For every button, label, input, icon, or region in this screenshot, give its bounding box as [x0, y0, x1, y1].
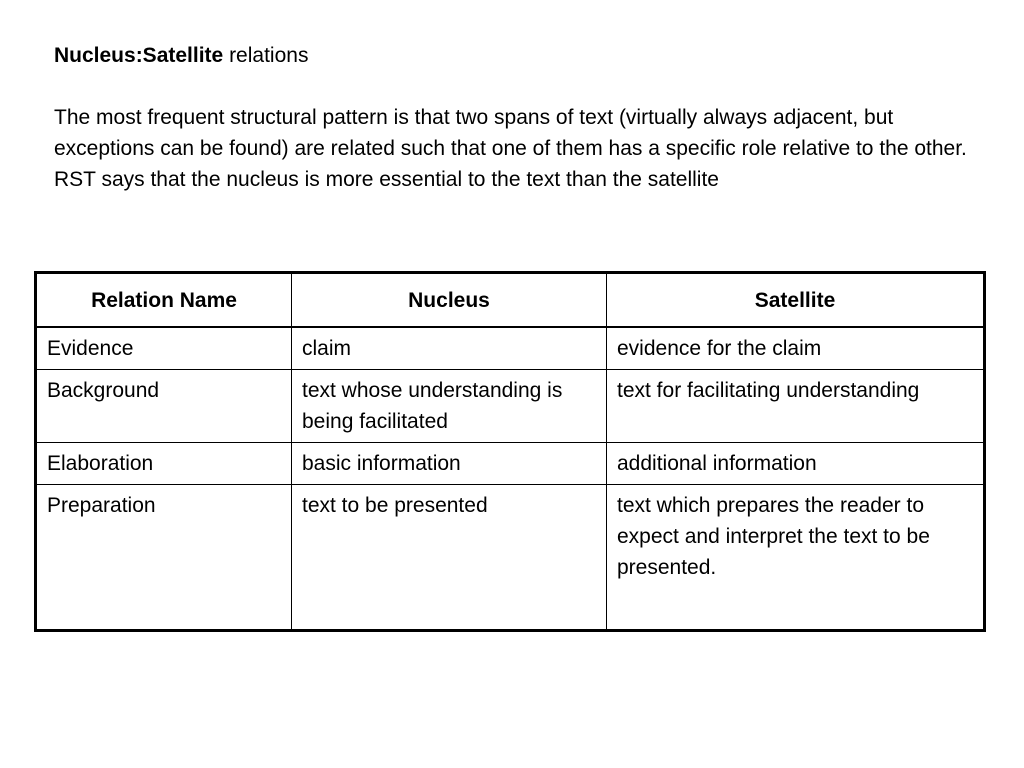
slide-title: [54, 42, 308, 70]
table-row: [36, 485, 985, 631]
cell-satellite: text which prepares the reader to expect and interpret the text to be presented.: [607, 485, 985, 631]
cell-nucleus: basic information: [292, 443, 607, 485]
title-rest: relations: [223, 44, 309, 67]
table-row: [36, 443, 985, 485]
table-row: [36, 327, 985, 370]
cell-relation-name: Evidence: [36, 327, 292, 370]
header-relation-name: Relation Name: [36, 273, 292, 328]
cell-relation-name: Preparation: [36, 485, 292, 631]
cell-relation-name: Background: [36, 370, 292, 443]
header-nucleus: Nucleus: [292, 273, 607, 328]
header-satellite: Satellite: [607, 273, 985, 328]
cell-nucleus: text to be presented: [292, 485, 607, 631]
relations-table: [34, 271, 986, 632]
cell-nucleus: claim: [292, 327, 607, 370]
table-row: [36, 370, 985, 443]
cell-relation-name: Elaboration: [36, 443, 292, 485]
cell-nucleus: text whose understanding is being facilitated: [292, 370, 607, 443]
cell-satellite: text for facilitating understanding: [607, 370, 985, 443]
table-header-row: [36, 273, 985, 328]
cell-satellite: evidence for the claim: [607, 327, 985, 370]
title-bold-part: Nucleus:Satellite: [54, 44, 224, 67]
cell-satellite: additional information: [607, 443, 985, 485]
intro-paragraph: The most frequent structural pattern is that two spans of text (virtually always adjacent, but exceptions can be found) are related such that one of them has a specific role relative to the other. RST says that the nucleus is more essential to the text than the satellite: [54, 106, 967, 191]
